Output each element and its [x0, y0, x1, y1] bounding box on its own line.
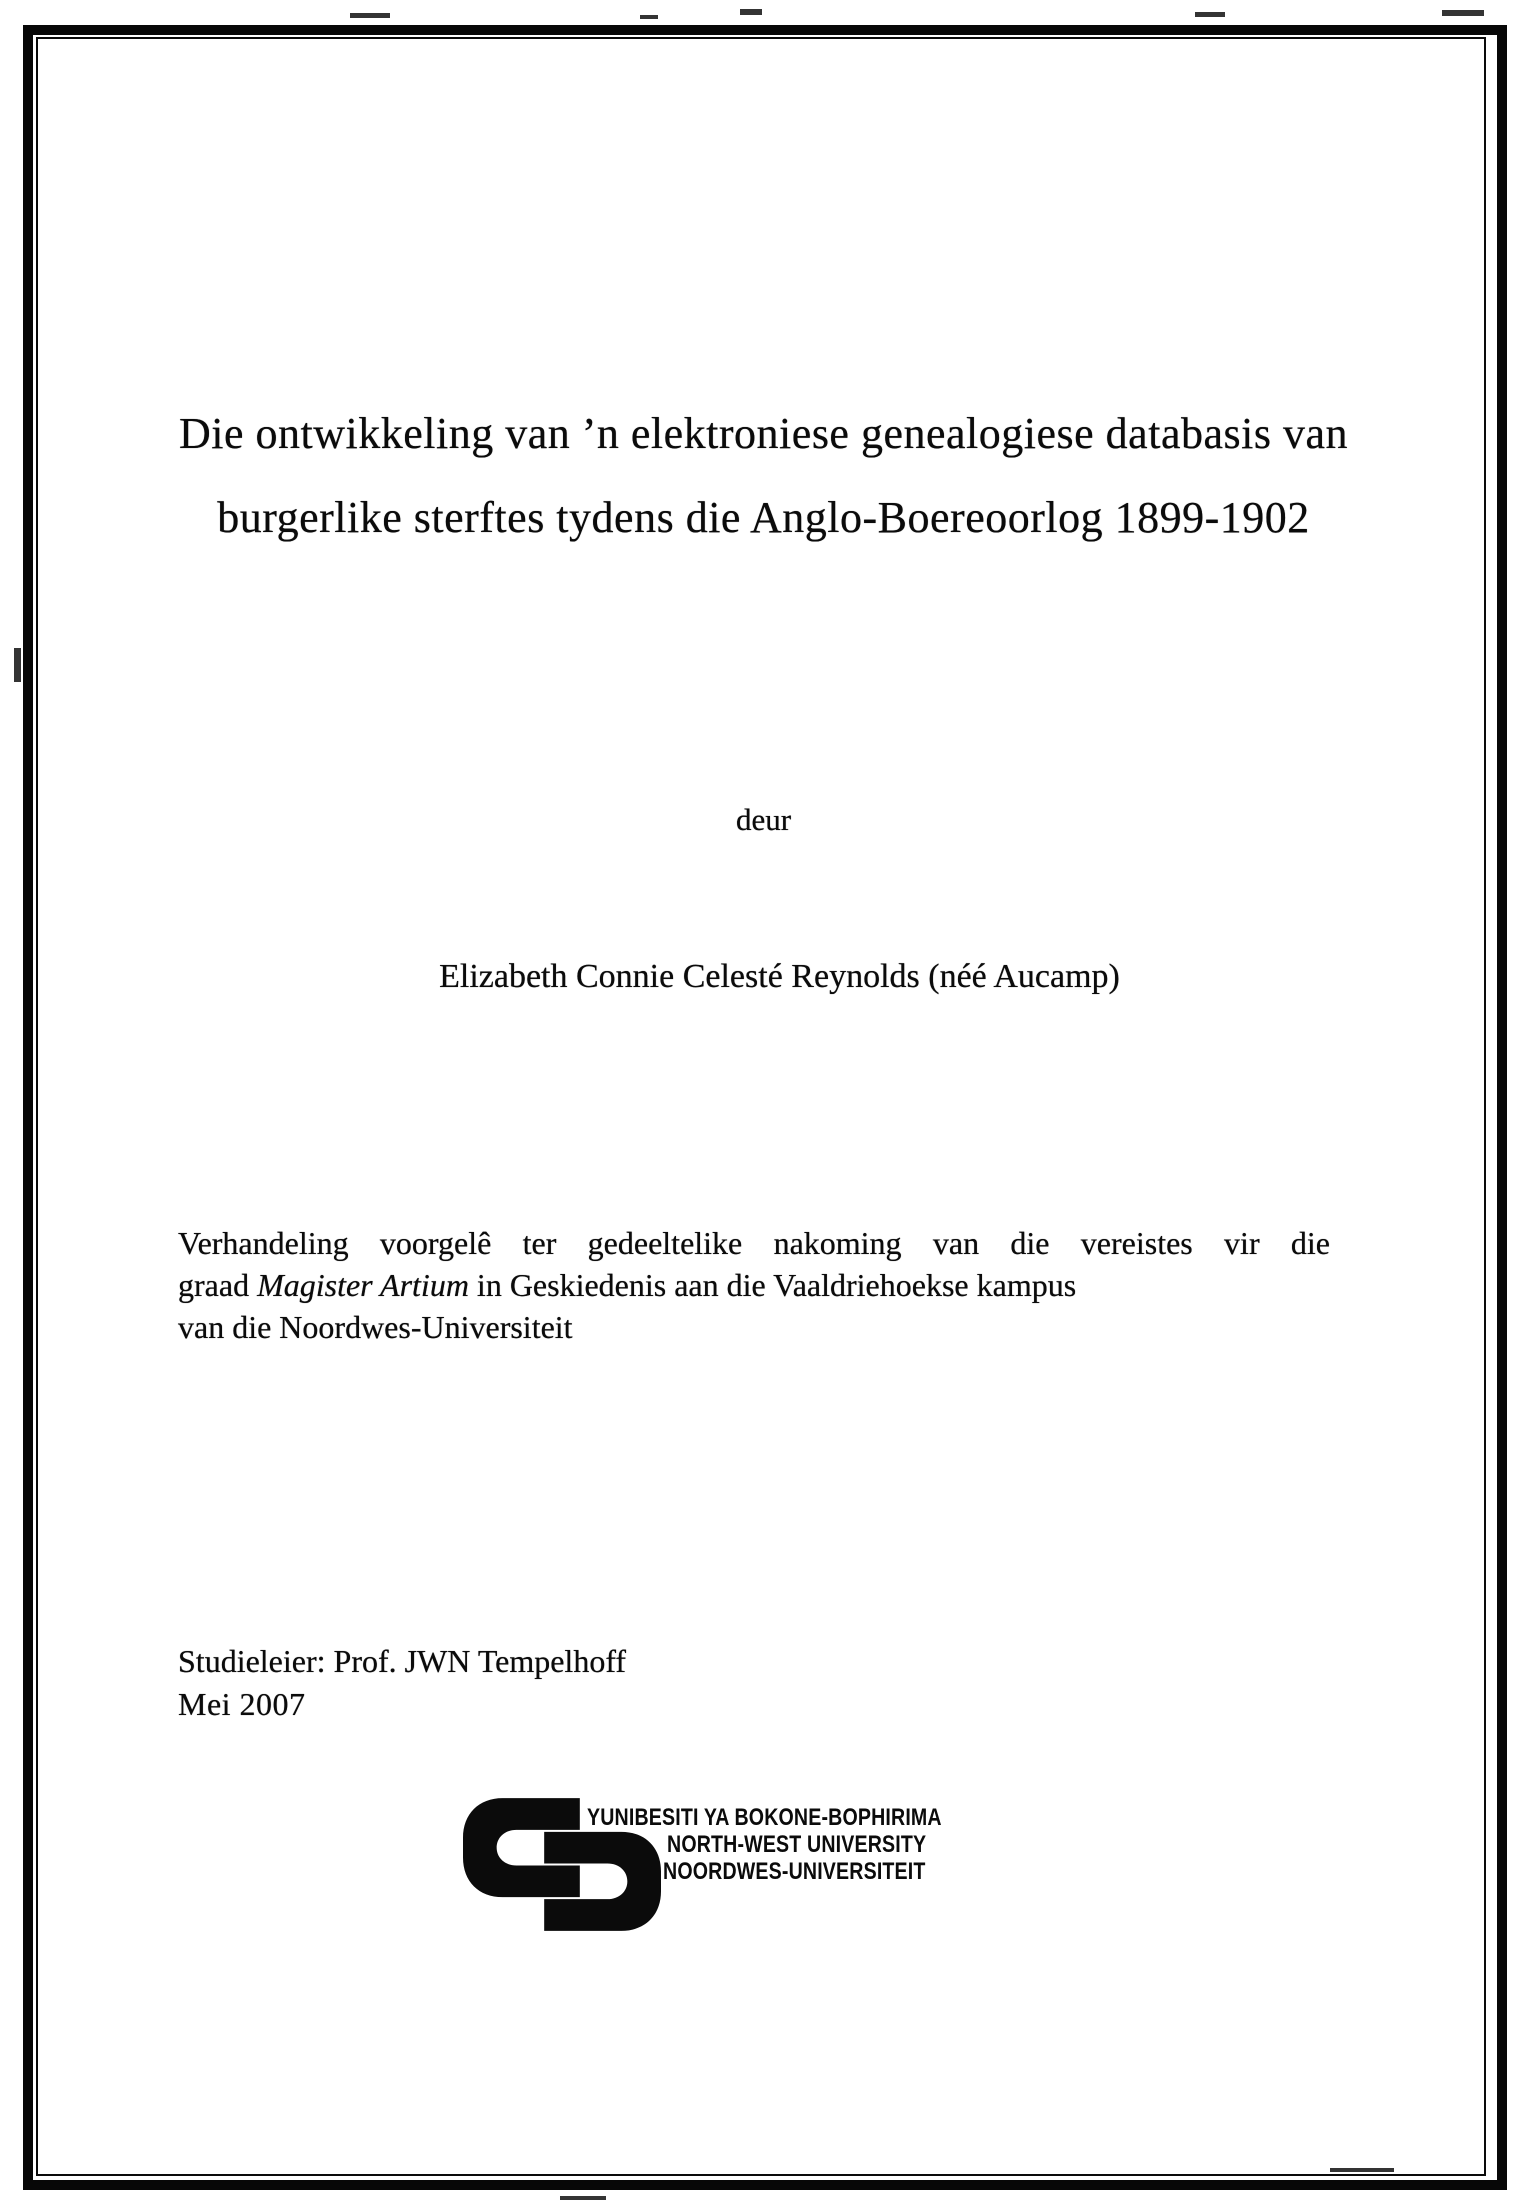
author-name: Elizabeth Connie Celesté Reynolds (néé Aucamp)	[439, 958, 1120, 995]
degree-statement-line-1: Verhandeling voorgelê ter gedeeltelike nakoming van die vereistes vir die	[178, 1225, 1330, 1261]
degree-line2-suffix: in Geskiedenis aan die Vaaldriehoekse kampus	[468, 1267, 1077, 1303]
scan-artifact	[640, 15, 658, 19]
supervisor-block	[178, 1640, 626, 1726]
logo-text-setswana: YUNIBESITI YA BOKONE-BOPHIRIMA	[587, 1804, 942, 1831]
degree-line2-prefix: graad	[178, 1267, 258, 1303]
scan-artifact	[14, 648, 21, 682]
byline: deur	[735, 802, 792, 837]
thesis-title	[80, 392, 1447, 560]
degree-statement	[178, 1222, 1330, 1348]
supervisor-line: Studieleier: Prof. JWN Tempelhoff	[178, 1643, 627, 1679]
logo-text-english: NORTH-WEST UNIVERSITY	[667, 1831, 927, 1858]
scan-artifact	[1442, 10, 1484, 16]
degree-name-italic: Magister Artium	[257, 1267, 469, 1303]
logo-text-afrikaans: NOORDWES-UNIVERSITEIT	[663, 1858, 926, 1885]
university-logo	[463, 1796, 1123, 1936]
scan-artifact	[1195, 12, 1225, 17]
scan-artifact	[740, 9, 762, 15]
university-logo-text	[587, 1804, 1030, 1885]
degree-statement-line-2	[178, 1264, 1330, 1306]
degree-statement-line-3: van die Noordwes-Universiteit	[178, 1309, 573, 1345]
scan-artifact	[560, 2196, 606, 2200]
date-line: Mei 2007	[178, 1686, 306, 1722]
scan-artifact	[1330, 2168, 1394, 2172]
thesis-title-line-2: burgerlike sterftes tydens die Anglo-Boereoorlog 1899-1902	[217, 493, 1310, 542]
scan-artifact	[350, 13, 390, 18]
thesis-title-line-1: Die ontwikkeling van ’n elektroniese genealogiese databasis van	[178, 409, 1348, 458]
